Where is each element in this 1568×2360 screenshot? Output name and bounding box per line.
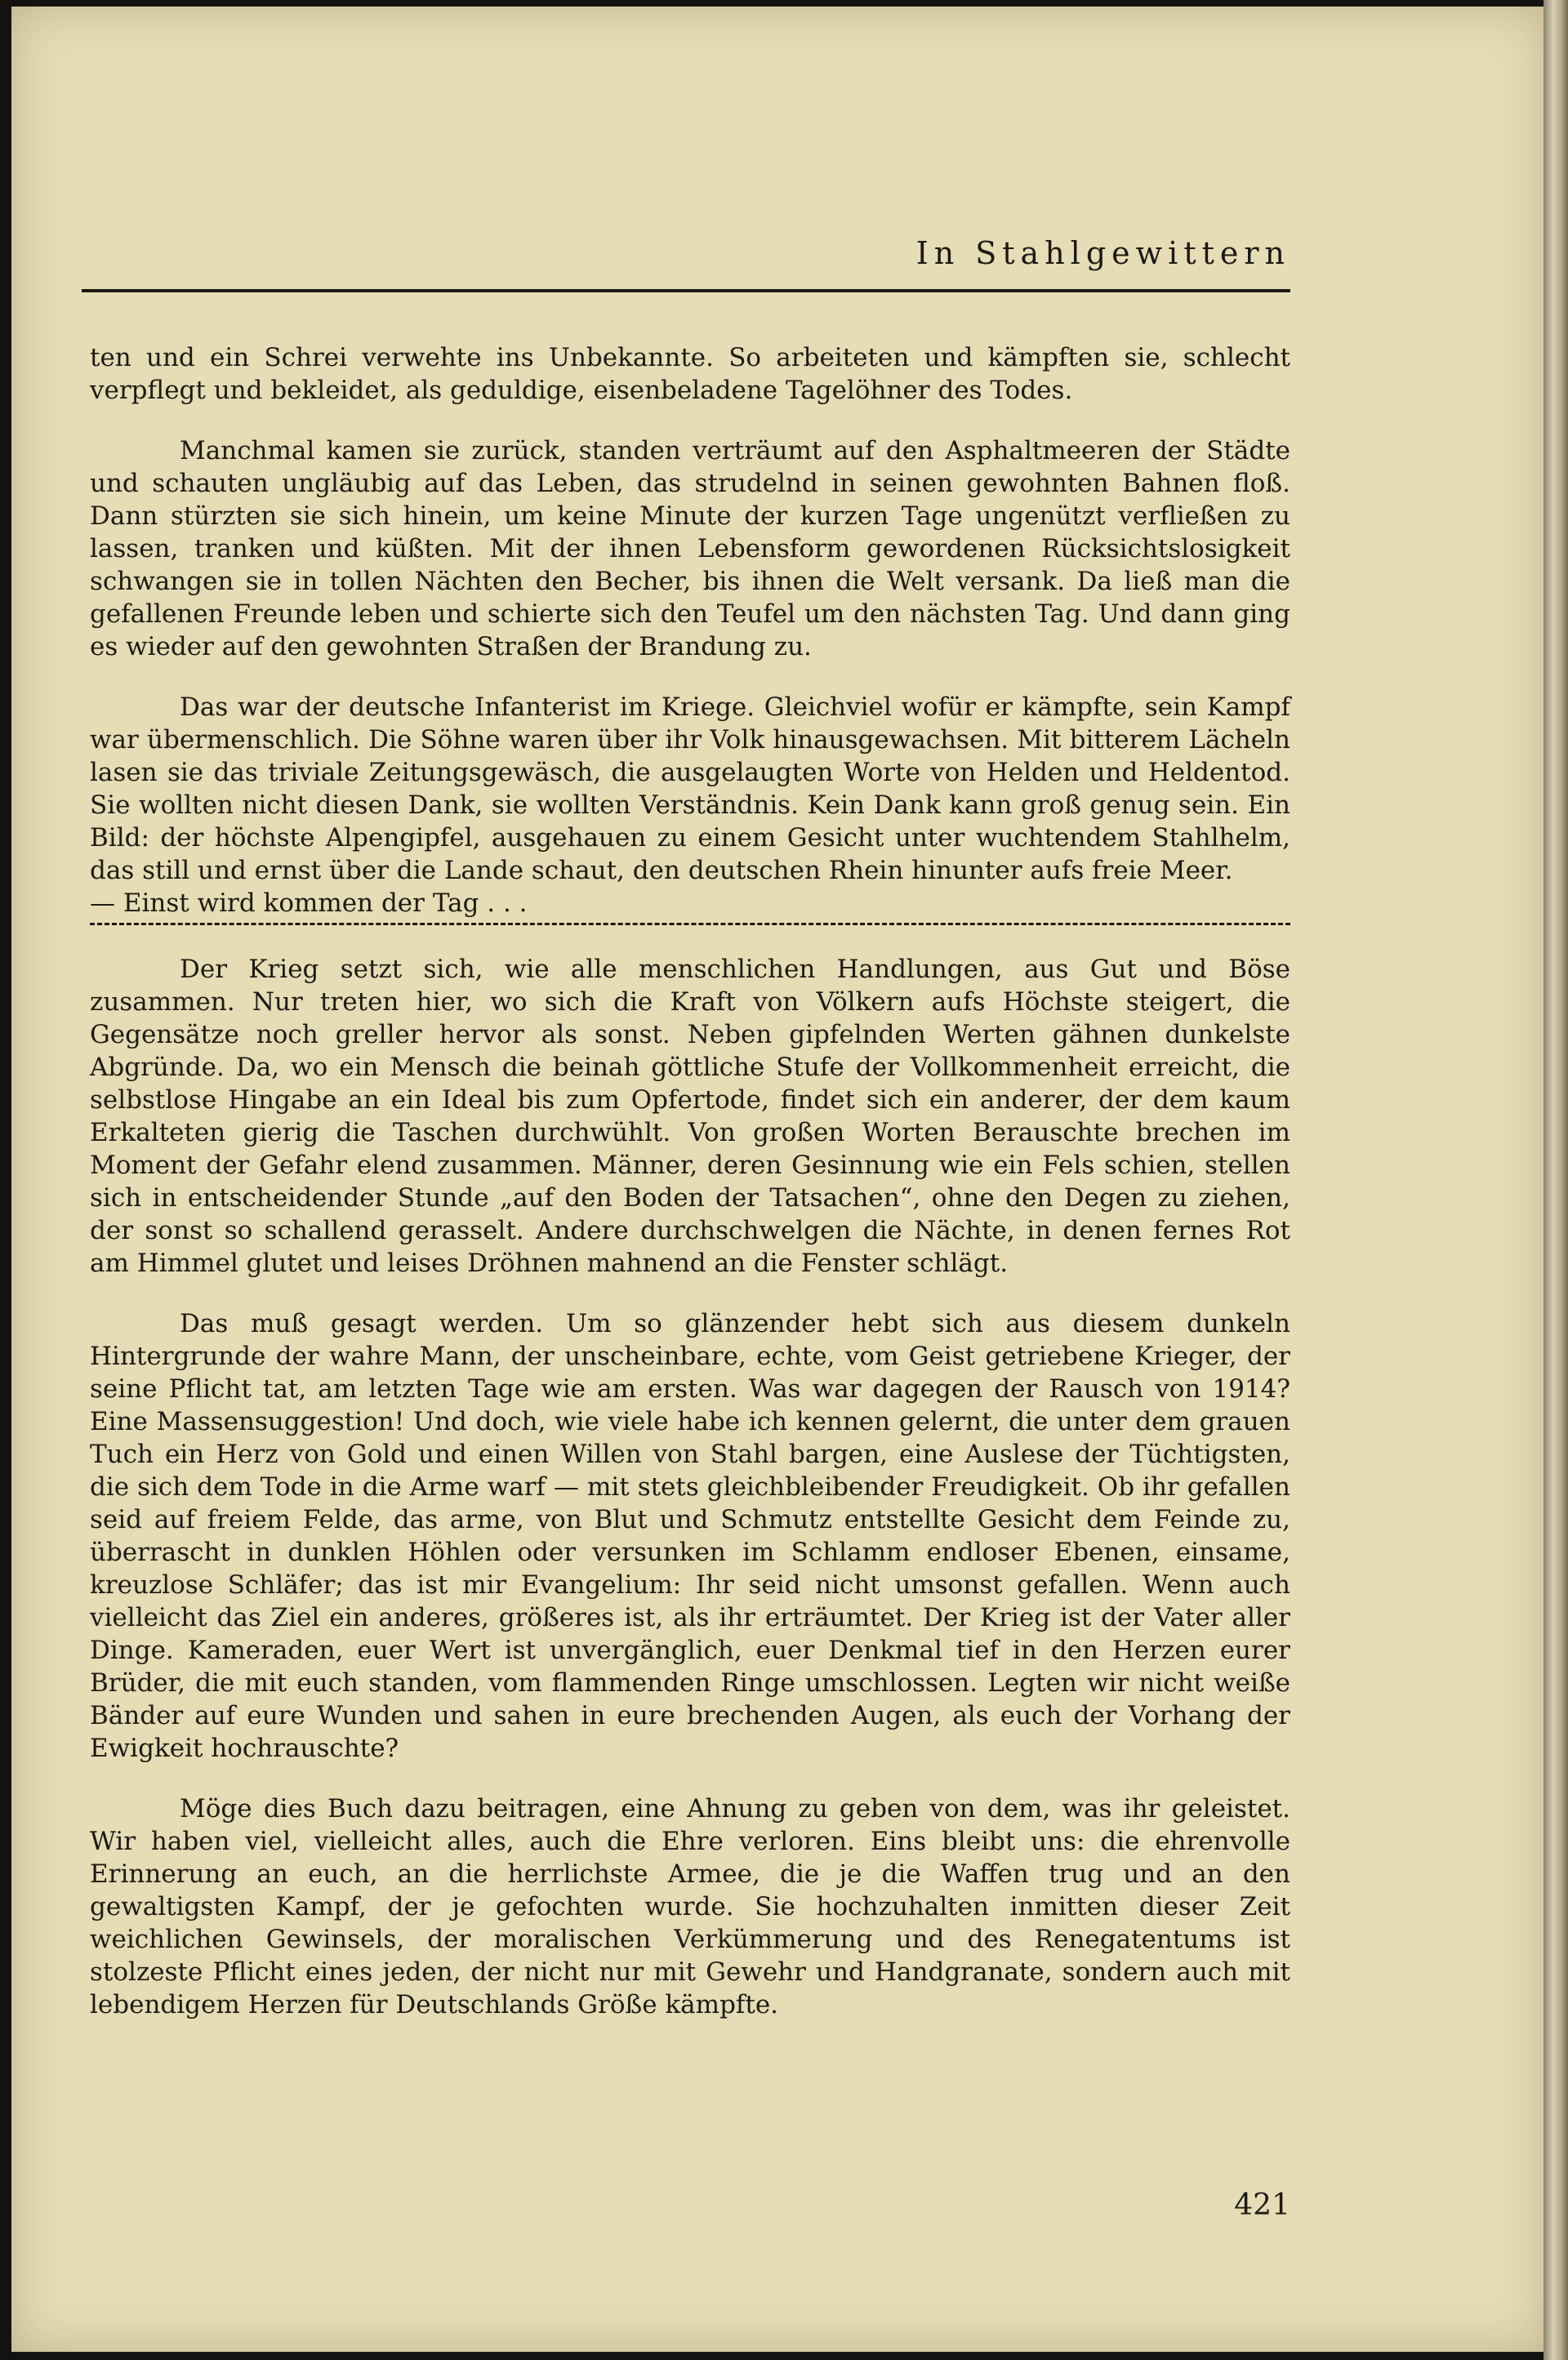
paragraph-1: ten und ein Schrei verwehte ins Unbekannte. So arbeiteten und kämpften sie, schlecht verpflegt und bekleidet, als geduldige, eisenbeladene Tagelöhner des Todes. [90, 343, 1290, 405]
page-number: 421 [1234, 2189, 1290, 2222]
paragraph-3: Das war der deutsche Infanterist im Kriege. Gleichviel wofür er kämpfte, sein Kampf war übermenschlich. Die Söhne waren über ihr Volk hinausgewachsen. Mit bitterem Lächeln lasen sie das triviale Zeitungsgewäsch, die ausgelaugten Worte von Helden und Heldentod. Sie wollten nicht diesen Dank, sie wollten Verständnis. Kein Dank kann groß genug sein. Ein Bild: der höchste Alpengipfel, ausgehauen zu einem Gesicht unter wuchtendem Stahlhelm, das still und ernst über die Lande schaut, den deutschen Rhein hinunter aufs freie Meer. [90, 692, 1290, 885]
header-rule [82, 289, 1290, 292]
paragraph-4: Der Krieg setzt sich, wie alle menschlichen Handlungen, aus Gut und Böse zusammen. Nur treten hier, wo sich die Kraft von Völkern aufs Höchste steigert, die Gegensätze noch greller hervor als sonst. Neben gipfelnden Werten gähnen dunkelste Abgründe. Da, wo ein Mensch die beinah göttliche Stufe der Vollkommenheit erreicht, die selbstlose Hingabe an ein Ideal bis zum Opfertode, findet sich ein anderer, der dem kaum Erkalteten gierig die Taschen durchwühlt. Von großen Worten Berauschte brechen im Moment der Gefahr elend zusammen. Männer, deren Gesinnung wie ein Fels schien, stellen sich in entscheidender Stunde „auf den Boden der Tatsachen“, ohne den Degen zu ziehen, der sonst so schallend gerasselt. Andere durchschwelgen die Nächte, in denen fernes Rot am Himmel glutet und leises Dröhnen mahnend an die Fenster schlägt. [90, 955, 1290, 1278]
closing-line: — Einst wird kommen der Tag . . . [90, 888, 528, 918]
paragraph-6: Möge dies Buch dazu beitragen, eine Ahnung zu geben von dem, was ihr geleistet. Wir haben viel, vielleicht alles, auch die Ehre verloren. Eins bleibt uns: die ehrenvolle Erinnerung an euch, an die herrlichste Armee, die je die Waffen trug und an den gewaltigsten Kampf, der je gefochten wurde. Sie hochzuhalten inmitten dieser Zeit weichlichen Gewinsels, der moralischen Verkümmerung und des Renegatentums ist stolzeste Pflicht eines jeden, der nicht nur mit Gewehr und Handgranate, sondern auch mit lebendigem Herzen für Deutschlands Größe kämpfte. [90, 1794, 1290, 2019]
page-edge [1544, 0, 1568, 2360]
paragraph-5: Das muß gesagt werden. Um so glänzender hebt sich aus diesem dunkeln Hintergrunde der wahre Mann, der unscheinbare, echte, vom Geist getriebene Krieger, der seine Pflicht tat, am letzten Tage wie am ersten. Was war dagegen der Rausch von 1914? Eine Massensuggestion! Und doch, wie viele habe ich kennen gelernt, die unter dem grauen Tuch ein Herz von Gold und einen Willen von Stahl bargen, eine Auslese der Tüchtigsten, die sich dem Tode in die Arme warf — mit stets gleichbleibender Freudigkeit. Ob ihr gefallen seid auf freiem Felde, das arme, von Blut und Schmutz entstellte Gesicht dem Feinde zu, überrascht in dunklen Höhlen oder versunken im Schlamm endloser Ebenen, einsame, kreuzlose Schläfer; das ist mir Evangelium: Ihr seid nicht umsonst gefallen. Wenn auch vielleicht das Ziel ein anderes, größeres ist, als ihr erträumtet. Der Krieg ist der Vater aller Dinge. Kameraden, euer Wert ist unvergänglich, euer Denkmal tief in den Herzen eurer Brüder, die mit euch standen, vom flammenden Ringe umschlossen. Legten wir nicht weiße Bänder auf eure Wunden und sahen in eure brechenden Augen, als euch der Vorhang der Ewigkeit hochrauschte? [90, 1309, 1290, 1763]
body-text [90, 341, 1290, 2021]
paragraph-2: Manchmal kamen sie zurück, standen verträumt auf den Asphaltmeeren der Städte und schauten ungläubig auf das Leben, das strudelnd in seinen gewohnten Bahnen floß. Dann stürzten sie sich hinein, um keine Minute der kurzen Tage ungenützt verfließen zu lassen, tranken und küßten. Mit der ihnen Lebensform gewordenen Rücksichtslosigkeit schwangen sie in tollen Nächten den Becher, bis ihnen die Welt versank. Da ließ man die gefallenen Freunde leben und schierte sich den Teufel um den nächsten Tag. Und dann ging es wieder auf den gewohnten Straßen der Brandung zu. [90, 436, 1290, 661]
running-title: In Stahlgewittern [915, 235, 1290, 271]
